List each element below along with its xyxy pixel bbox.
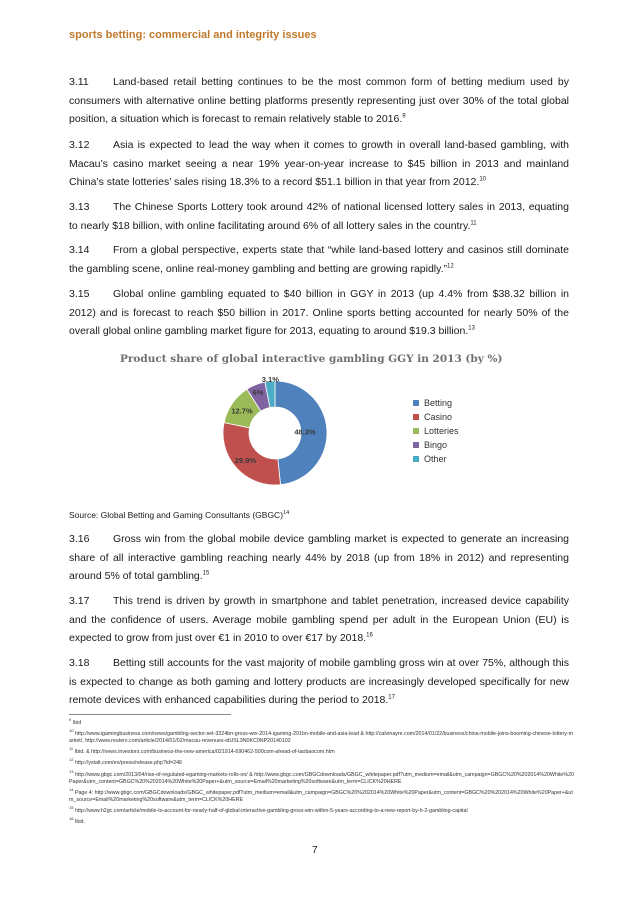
legend-swatch [413, 428, 419, 434]
footnote-13: $^{13}$ http://www.gbgc.com/2013/04/rise-of-regulated-egaming-markets-rolls-on/ & http://www.gbgc.com/GBGCdownloads/GBGC_whitepaper.pdf?utm_medium=email&utm_campaign=GBGC%20%202014%20White%20Paper&utm_content=GBGC%20%202014%20White%20Paper+&utm_source=Email%20marketing%20software&utm_term=CLICK%20HERE [69, 768, 574, 785]
footnote-ref[interactable]: 12 [447, 263, 454, 270]
legend-label: Lotteries [424, 426, 459, 436]
footnote-10: $^{10}$ http://www.igamingbusiness.com/news/gambling-sector-set-3324bn-gross-win-2014-igaming-291bn-mobile-and-asia-lead & http://calvinayre.com/2014/01/22/business/china-mobile-joins-booming-chinese-lottery-market/, http://www.reuters.com/article/2014/01/02/macau-revenues-idUSL3N0KC0NP20140102 [69, 728, 574, 745]
paragraph-text: From a global perspective, experts state that “while land-based lottery and casinos still dominate the gambling scene, online real-money gambling and betting are growing rapidly.” [69, 244, 569, 275]
slice-casino [223, 423, 281, 485]
slice-lotteries-label: 12.7% [231, 406, 253, 416]
paragraph-number: 3.17 [69, 595, 90, 607]
footnote-12: $^{12}$ http://yxtalt.com/en/press/release.php?id=246 [69, 757, 182, 767]
footnote-ref[interactable]: 15 [202, 570, 210, 577]
footnote-ref[interactable]: 14 [283, 510, 290, 517]
footnote-ref[interactable]: 11 [470, 220, 477, 227]
legend-item-betting [413, 396, 459, 410]
paragraph-number: 3.13 [69, 201, 90, 213]
footnote-14: $^{14}$ Page 4: http://www.gbgc.com/GBGCdownloads/GBGC_whitepaper.pdf?utm_medium=email&utm_campaign=GBGC%20%202014%20White%20Paper&utm_content=GBGC%20%202014%20White%20Paper+&utm_source=Email%20marketing%20software&utm_term=CLICK%20HERE [69, 786, 573, 803]
paragraph-3-15 [69, 285, 569, 341]
footnotes [69, 716, 574, 826]
paragraph-3-16 [69, 530, 569, 586]
paragraph-3-11 [69, 73, 569, 129]
paragraph-text: Gross win from the global mobile device gambling market is expected to generate an increasing share of all interactive gambling reaching nearly 44% by 2018 (up from 18% in 2012) and representing around 5% of total gambling. [69, 533, 569, 583]
chart-source: Source: Global Betting and Gaming Consultants (GBGC)$^{14}$ [69, 510, 290, 520]
slice-betting-label: 48.3% [294, 427, 316, 437]
paragraph-number: 3.11 [69, 76, 89, 88]
footnote-ref[interactable]: 13 [468, 325, 475, 332]
footnote-11: $^{11}$ Ibid. & http://news.investors.com/business-the-new-america/021914-690462-500com-ahead-of-taobaocom.htm [69, 746, 335, 756]
page-number: 7 [312, 845, 318, 856]
legend-item-bingo [413, 438, 459, 452]
legend-item-lotteries [413, 424, 459, 438]
footnote-divider [69, 714, 231, 715]
slice-other-label: 3.1% [261, 375, 279, 385]
paragraph-3-14 [69, 241, 569, 278]
legend-swatch [413, 414, 419, 420]
legend-swatch [413, 442, 419, 448]
legend-swatch [413, 456, 419, 462]
paragraph-3-13 [69, 198, 569, 235]
footnote-ref[interactable]: 10 [479, 176, 486, 183]
footnote-9: $^9$ Ibid [69, 717, 82, 726]
slice-bingo-label: 6% [252, 387, 264, 397]
paragraph-text: Asia is expected to lead the way when it comes to growth in overall land-based gambling, with Macau’s casino market seeing a near 19% year-on-year increase to $45 billion in 2013 and mainland China’s state lotteries’ sales rising 18.3% to a record $51.1 billion in that year from 2012. [69, 139, 569, 189]
donut-chart [215, 373, 335, 493]
paragraph-3-12 [69, 136, 569, 192]
paragraph-text: The Chinese Sports Lottery took around 42% of national licensed lottery sales in 2013, equating to nearly $18 billion, with online facilitating around 6% of all lottery sales in the country. [69, 201, 569, 232]
legend-label: Bingo [424, 440, 448, 450]
footnote-ref[interactable]: 9 [402, 113, 406, 120]
paragraph-3-18 [69, 654, 569, 710]
slice-casino-label: 29.9% [234, 455, 257, 465]
footnote-16: $^{16}$ Ibid. [69, 816, 85, 826]
paragraph-number: 3.14 [69, 244, 90, 256]
legend-label: Other [424, 454, 447, 464]
footnote-15: $^{15}$ http://www.h2gc.com/article/mobile-to-account-for-nearly-half-of-global-interactive-gambling-gross-win-within-5-years-according-to-a-new-report-by-h-2-gambling-capital [69, 805, 468, 815]
paragraph-text: Global online gambling equated to $40 billion in GGY in 2013 (up 4.4% from $38.32 billion in 2012) and is forecast to reach $50 billion in 2017. Online sports betting accounted for nearly 50% of the overall global online gambling market figure for 2013, equating to around $19.3 billion. [69, 288, 569, 338]
legend-label: Casino [424, 412, 453, 422]
legend-label: Betting [424, 398, 453, 408]
paragraph-text: This trend is driven by growth in smartphone and tablet penetration, increased device capability and the confidence of users. Average mobile gambling spend per adult in the European Union (EU) is expected to grow from just over €1 in 2010 to over €17 by 2018. [69, 595, 569, 645]
legend-item-casino [413, 410, 459, 424]
paragraph-text: Betting still accounts for the vast majority of mobile gambling gross win at over 75%, although this is expected to change as both gaming and lottery products are increasingly developed specifically for new remote devices with enhanced capabilities during the period to 2018. [69, 657, 569, 707]
footnote-ref[interactable]: 16 [366, 632, 373, 639]
paragraph-number: 3.15 [69, 288, 90, 300]
paragraph-3-17 [69, 592, 569, 648]
running-header: sports betting: commercial and integrity issues [69, 29, 317, 41]
paragraph-text: Land-based retail betting continues to be the most common form of betting medium used by consumers with alternative online betting platforms presently representing just over 30% of the total global position, a situation which is forecast to remain relatively stable to 2016. [69, 76, 569, 126]
paragraph-number: 3.12 [69, 139, 90, 151]
chart-legend [413, 396, 459, 466]
chart-title: Product share of global interactive gambling GGY in 2013 (by %) [120, 353, 503, 365]
paragraph-number: 3.18 [69, 657, 90, 669]
paragraph-number: 3.16 [69, 533, 90, 545]
legend-item-other [413, 452, 459, 466]
footnote-ref[interactable]: 17 [388, 694, 395, 701]
legend-swatch [413, 400, 419, 406]
